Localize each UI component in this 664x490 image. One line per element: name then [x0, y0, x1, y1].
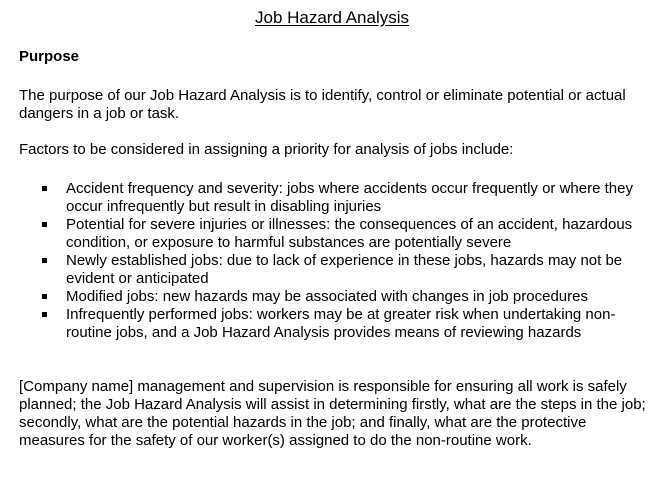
list-item	[0, 306, 640, 342]
responsibility-paragraph: [Company name] management and supervision is responsible for ensuring all work is safely planned; the Job Hazard Analysis will assist in determining firstly, what are the steps in the job; secondly, what are the potential hazards in the job; and finally, what are the protective measures for the safety of our worker(s) assigned to do the non-routine work.	[19, 378, 646, 449]
square-bullet-icon	[42, 258, 47, 263]
purpose-paragraph: The purpose of our Job Hazard Analysis is to identify, control or eliminate potential or actual dangers in a job or task.	[19, 87, 626, 122]
purpose-heading: Purpose	[19, 48, 80, 65]
list-item-text: Accident frequency and severity: jobs where accidents occur frequently or where they occur infrequently but result in disabling injuries	[66, 180, 633, 215]
list-item	[0, 288, 640, 306]
square-bullet-icon	[42, 222, 47, 227]
list-item	[0, 252, 640, 288]
list-item-text: Infrequently performed jobs: workers may be at greater risk when undertaking non-routine jobs, and a Job Hazard Analysis provides means of reviewing hazards	[66, 306, 616, 341]
factors-intro-paragraph: Factors to be considered in assigning a priority for analysis of jobs include:	[19, 141, 514, 158]
list-item-text: Newly established jobs: due to lack of experience in these jobs, hazards may not be evident or anticipated	[66, 252, 623, 287]
list-item-text: Potential for severe injuries or illnesses: the consequences of an accident, hazardous condition, or exposure to harmful substances are potentially severe	[66, 216, 633, 251]
list-item	[0, 216, 640, 252]
document-title: Job Hazard Analysis	[254, 8, 410, 27]
factors-list	[0, 180, 664, 342]
list-item	[0, 180, 640, 216]
square-bullet-icon	[42, 312, 47, 317]
list-item-text: Modified jobs: new hazards may be associated with changes in job procedures	[66, 288, 588, 305]
square-bullet-icon	[42, 186, 47, 191]
square-bullet-icon	[42, 294, 47, 299]
